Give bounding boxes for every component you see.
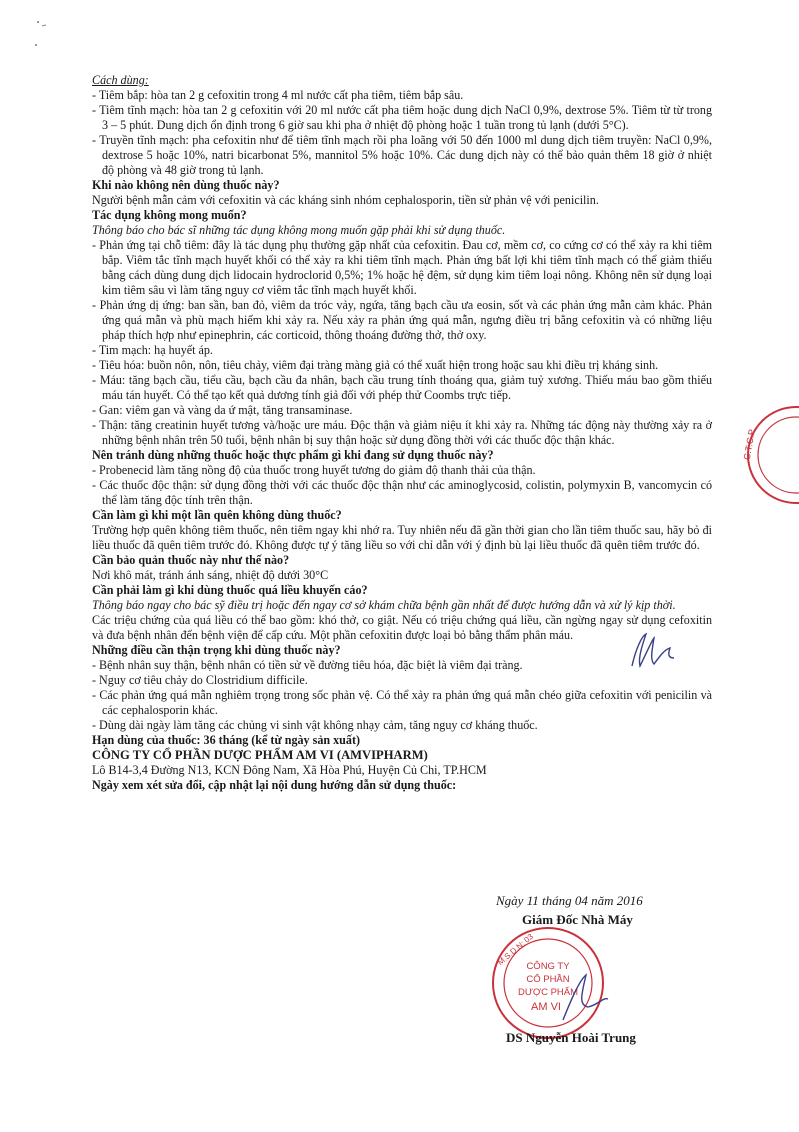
section-heading: Hạn dùng của thuốc: 36 tháng (kể từ ngày sản xuất) [92,733,360,747]
seal-line-2: CỔ PHẦN [526,974,570,985]
seal-line-1: CÔNG TY [526,961,570,972]
section-item: - Tim mạch: hạ huyết áp. [92,343,213,357]
signature-title: Giám Đốc Nhà Máy [522,912,633,927]
section-item: - Các thuốc độc thận: sử dụng đồng thời với các thuốc độc thận như các aminoglycosid, colistin, polymyxin B, vancomycin có thể làm tăng độc tính trên thận. [92,478,712,507]
seal-line-3: DƯỢC PHẨM [517,987,579,998]
section-item: - Phản ứng tại chỗ tiêm: đây là tác dụng phụ thường gặp nhất của cefoxitin. Đau cơ, mềm cơ, co cứng cơ có thể xảy ra khi tiêm bắp. Viêm tắc tĩnh mạch huyết khối có thể xảy ra khi tiêm tĩnh mạch. Phản ứng bất lợi khi tiêm tĩnh mạch có thể giảm thiểu bằng cách dùng dung dịch lidocain hydroclorid 0,5%; 1% hoặc hệ đệm, sử dụng kim tiêm loại nông. Không nên sử dụng loại kim tiêm sâu vì làm tăng nguy cơ viêm tắc tĩnh mạch huyết khối. [92,238,712,297]
section-heading: Tác dụng không mong muốn? [92,208,247,222]
section-item: - Bệnh nhân suy thận, bệnh nhân có tiền sử về đường tiêu hóa, đặc biệt là viêm đại tràng. [92,658,523,672]
section-para: Nơi khô mát, tránh ánh sáng, nhiệt độ dưới 30°C [92,568,329,582]
edge-stamp-outer-ring [748,407,799,503]
signature-date: Ngày 11 tháng 04 năm 2016 [496,893,643,908]
section-para: Các triệu chứng của quá liều có thể bao gồm: khó thở, co giật. Nếu có triệu chứng quá liều, cần ngừng ngay sử dụng cefoxitin và đưa bệnh nhân đến bệnh viện để cấp cứu. Một phần cefoxitin được loại bỏ bằng thẩm phân máu. [92,613,712,642]
section-heading: Ngày xem xét sửa đổi, cập nhật lại nội dung hướng dẫn sử dụng thuốc: [92,778,457,792]
seal-ring-text: M.S.D.N: 03 [495,932,536,967]
seal-line-4: AM VI [531,1001,561,1013]
section-para: Trường hợp quên không tiêm thuốc, nên tiêm ngay khi nhớ ra. Tuy nhiên nếu đã gần thời gian cho lần tiêm thuốc sau, hãy bỏ đi liều thuốc đã quên tiêm trước đó. Không được tự ý tăng liều so với chỉ dẫn với ý định bù lại liều thuốc đã quên tiêm trước đó. [92,523,712,552]
section-company: CÔNG TY CỔ PHẦN DƯỢC PHẨM AM VI (AMVIPHARM) [92,748,428,762]
section-subheading: Cách dùng: [92,73,149,87]
section-italic: Thông báo ngay cho bác sỹ điều trị hoặc đến ngay cơ sở khám chữa bệnh gần nhất để được hướng dẫn và xử lý kịp thời. [92,598,676,612]
section-italic: Thông báo cho bác sĩ những tác dụng không mong muốn gặp phải khi sử dụng thuốc. [92,223,506,237]
section-para: Lô B14-3,4 Đường N13, KCN Đông Nam, Xã Hòa Phú, Huyện Củ Chi, TP.HCM [92,763,487,777]
handwritten-initial [624,628,694,673]
scan-dot [37,21,39,23]
section-item: - Truyền tĩnh mạch: pha cefoxitin như để tiêm tĩnh mạch rồi pha loãng với 50 đến 1000 ml dung dịch tiêm truyền: NaCl 0,9%, dextrose 5 hoặc 10%, natri bicarbonat 5%, mannitol 5% hoặc 10%. Các dung dịch này có thể bảo quản thêm 18 giờ ở nhiệt độ phòng và 48 giờ trong tủ lạnh. [92,133,712,177]
signature-name: DS Nguyễn Hoài Trung [506,1030,636,1045]
section-heading: Cần phải làm gì khi dùng thuốc quá liều khuyến cáo? [92,583,368,597]
edge-stamp-text: C.T.C.P [741,428,757,461]
section-item: - Gan: viêm gan và vàng da ứ mật, tăng transaminase. [92,403,353,417]
scan-marks [30,8,70,58]
section-item: - Tiêm bắp: hòa tan 2 g cefoxitin trong 4 ml nước cất pha tiêm, tiêm bắp sâu. [92,88,464,102]
section-heading: Cần làm gì khi một lần quên không dùng thuốc? [92,508,342,522]
section-item: - Các phản ứng quá mẫn nghiêm trọng trong sốc phản vệ. Có thể xảy ra phản ứng quá mẫn chéo giữa cefoxitin với penicilin và các cephalosporin khác. [92,688,712,717]
section-item: - Probenecid làm tăng nồng độ của thuốc trong huyết tương do giảm độ thanh thải của thận. [92,463,536,477]
scan-dot [35,44,37,46]
edge-stamp [726,400,799,510]
section-heading: Nên tránh dùng những thuốc hoặc thực phẩm gì khi đang sử dụng thuốc này? [92,448,494,462]
initial-stroke [632,634,674,666]
section-item: - Nguy cơ tiêu chảy do Clostridium difficile. [92,673,308,687]
section-heading: Cần bảo quản thuốc này như thế nào? [92,553,290,567]
section-heading: Những điều cần thận trọng khi dùng thuốc này? [92,643,341,657]
section-heading: Khi nào không nên dùng thuốc này? [92,178,280,192]
edge-stamp-inner-ring [758,417,799,493]
section-item: - Tiêm tĩnh mạch: hòa tan 2 g cefoxitin với 20 ml nước cất pha tiêm hoặc dung dịch NaCl 0,9%, dextrose 5%. Tiêm từ từ trong 3 – 5 phút. Dung dịch ổn định trong 6 giờ sau khi pha ở nhiệt độ phòng hoặc 1 tuần trong tủ lạnh (dưới 5°C). [92,103,712,132]
section-item: - Thận: tăng creatinin huyết tương và/hoặc ure máu. Độc thận và giảm niệu ít khi xảy ra. Những tác động này thường xảy ra ở những bệnh nhân trên 50 tuổi, bệnh nhân bị suy thận hoặc sử dụng đồng thời với các thuốc độc thận khác. [92,418,712,447]
section-item: - Máu: tăng bạch cầu, tiểu cầu, bạch cầu đa nhân, bạch cầu trung tính thoáng qua, giảm tuỷ xương. Thiếu máu bao gồm thiếu máu tán huyết. Có thể tạo kết quả dương tính giả đối với phép thử Coombs trực tiếp. [92,373,712,402]
leaflet-content [92,73,712,793]
section-item: - Tiêu hóa: buồn nôn, nôn, tiêu chảy, viêm đại tràng màng giả có thể xuất hiện trong hoặc sau khi điều trị kháng sinh. [92,358,659,372]
company-seal [468,925,628,1040]
section-item: - Phản ứng dị ứng: ban sần, ban đỏ, viêm da tróc vảy, ngứa, tăng bạch cầu ưa eosin, sốt và các phản ứng mẫn cảm khác. Phản ứng quá mẫn và phù mạch hiếm khi xảy ra. Nếu xảy ra phản ứng quá mẫn, ngưng điều trị bằng cefoxitin và có những liệu pháp thích hợp như epinephrin, các corticoid, thông thoáng đường thở, thở oxy. [92,298,712,342]
section-item: - Dùng dài ngày làm tăng các chủng vi sinh vật không nhạy cảm, tăng nguy cơ kháng thuốc. [92,718,538,732]
scan-dash [42,25,46,26]
section-para: Người bệnh mẫn cảm với cefoxitin và các kháng sinh nhóm cephalosporin, tiền sử phản vệ với penicilin. [92,193,599,207]
